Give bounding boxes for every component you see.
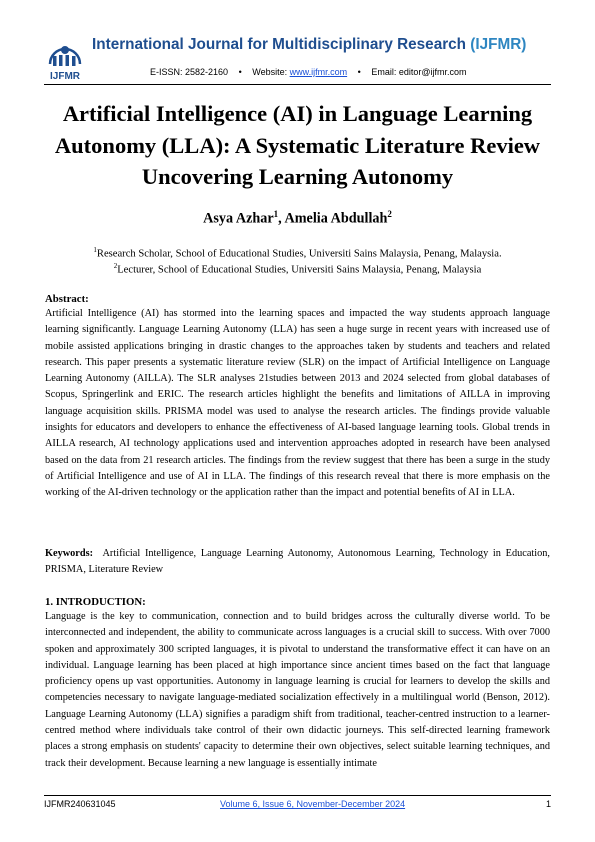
introduction-heading: 1. INTRODUCTION: — [45, 596, 146, 608]
journal-name: International Journal for Multidisciplinary Research — [92, 36, 467, 53]
author-sup: 1 — [273, 209, 279, 219]
email: Email: editor@ijfmr.com — [371, 67, 467, 77]
affiliation-1 — [40, 246, 555, 260]
paper-title: Artificial Intelligence (AI) in Language Learning Autonomy (LLA): A Systematic Literature Review Uncovering Learning Autonomy — [54, 101, 541, 189]
footer-rule — [44, 795, 551, 796]
author-separator: , — [278, 210, 285, 227]
abstract-text: Artificial Intelligence (AI) has stormed into the learning spaces and impacted the way students approach language learning significantly. Language Learning Autonomy (LLA) has seen a huge surge in recent years with increased use of mobile assisted applications bringing in drastic changes to the approaches taken by students and teachers and related research. This paper presents a systematic literature review (SLR) on the impact of Artificial Intelligence on Language Learning Autonomy (AILLA). The SLR analyses 21studies between 2013 and 2024 selected from global databases of Scopus, Springerlink and ERIC. The research articles highlight the benefits and limitations of AILLA in improving language acquisition skills. PRISMA model was used to analyse the research articles. The findings provide valuable insights for educators and developers to enhance the effectiveness of AI-based language learning tools. Global trends in AILLA research, AI technology applications used and intervention approaches adopted in research have been analysed based on the data from 21 research articles. The findings from the review suggest that there has been a surge in the study of Artificial Intelligence and use of AI in LLA. The findings of this research reveal that there is more emphasis on the working of the AI-driven technology or the application rather than the impact and potential benefits of AI in LLA. — [45, 308, 550, 499]
journal-abbr: (IJFMR) — [470, 36, 527, 53]
article-id: IJFMR240631045 — [44, 799, 116, 809]
authors — [40, 209, 555, 228]
author-name: Asya Azhar — [203, 210, 274, 227]
page-number: 1 — [545, 799, 551, 809]
journal-meta — [150, 67, 570, 77]
affiliation-sup: 2 — [113, 262, 118, 270]
author-sup: 2 — [387, 209, 392, 219]
journal-title — [92, 36, 572, 54]
affiliation-text: Lecturer, School of Educational Studies, Universiti Sains Malaysia, Penang, Malaysia — [117, 264, 482, 276]
website-label: Website: — [252, 67, 288, 77]
affiliation-text: Research Scholar, School of Educational Studies, Universiti Sains Malaysia, Penang, Malaysia. — [96, 248, 502, 260]
volume-issue-link[interactable]: Volume 6, Issue 6, November-December 2024 — [220, 799, 406, 809]
journal-logo — [44, 34, 86, 82]
affiliation-sup: 1 — [93, 246, 97, 254]
website-link[interactable]: www.ijfmr.com — [289, 67, 348, 77]
abstract-heading: Abstract: — [45, 293, 89, 305]
keywords-text: Artificial Intelligence, Language Learning Autonomy, Autonomous Learning, Technology in Education, PRISMA, Literature Review — [45, 548, 550, 576]
bullet-separator: • — [238, 67, 242, 77]
bullet-separator: • — [357, 67, 361, 77]
keywords — [45, 546, 550, 579]
logo-text: IJFMR — [50, 71, 80, 82]
author-name: Amelia Abdullah — [284, 210, 388, 227]
logo-icon — [44, 34, 86, 82]
eissn: E-ISSN: 2582-2160 — [150, 67, 229, 77]
header-rule — [44, 84, 551, 85]
keywords-label: Keywords: — [45, 548, 94, 559]
introduction-text: Language is the key to communication, connection and to build bridges across the culturally diverse world. To be interconnected and independent, the ability to communicate across languages is a crucial skill to success. With over 7000 spoken and approximately 300 scripted languages, it is pivotal to understand the transformative effect it can have on an individual. Language learning has been placed at high importance since ancient times based on the fact that language proficiency opens up vast opportunities. Autonomy in language learning is crucial for learners to develop the skills and competencies necessary to navigate language-mediated socialization effectively in a multilingual world (Benson, 2012). Language Learning Autonomy (LLA) signifies a paradigm shift from traditional, teacher-centred instruction to a learner-centred method where individuals take control of their own didactic journeys. This self-directed learning framework places a strong emphasis on students' capacity to determine their own objectives, select suitable learning techniques, and track their development. Because learning a new language is essentially intimate — [45, 611, 550, 769]
affiliation-2 — [40, 262, 555, 276]
